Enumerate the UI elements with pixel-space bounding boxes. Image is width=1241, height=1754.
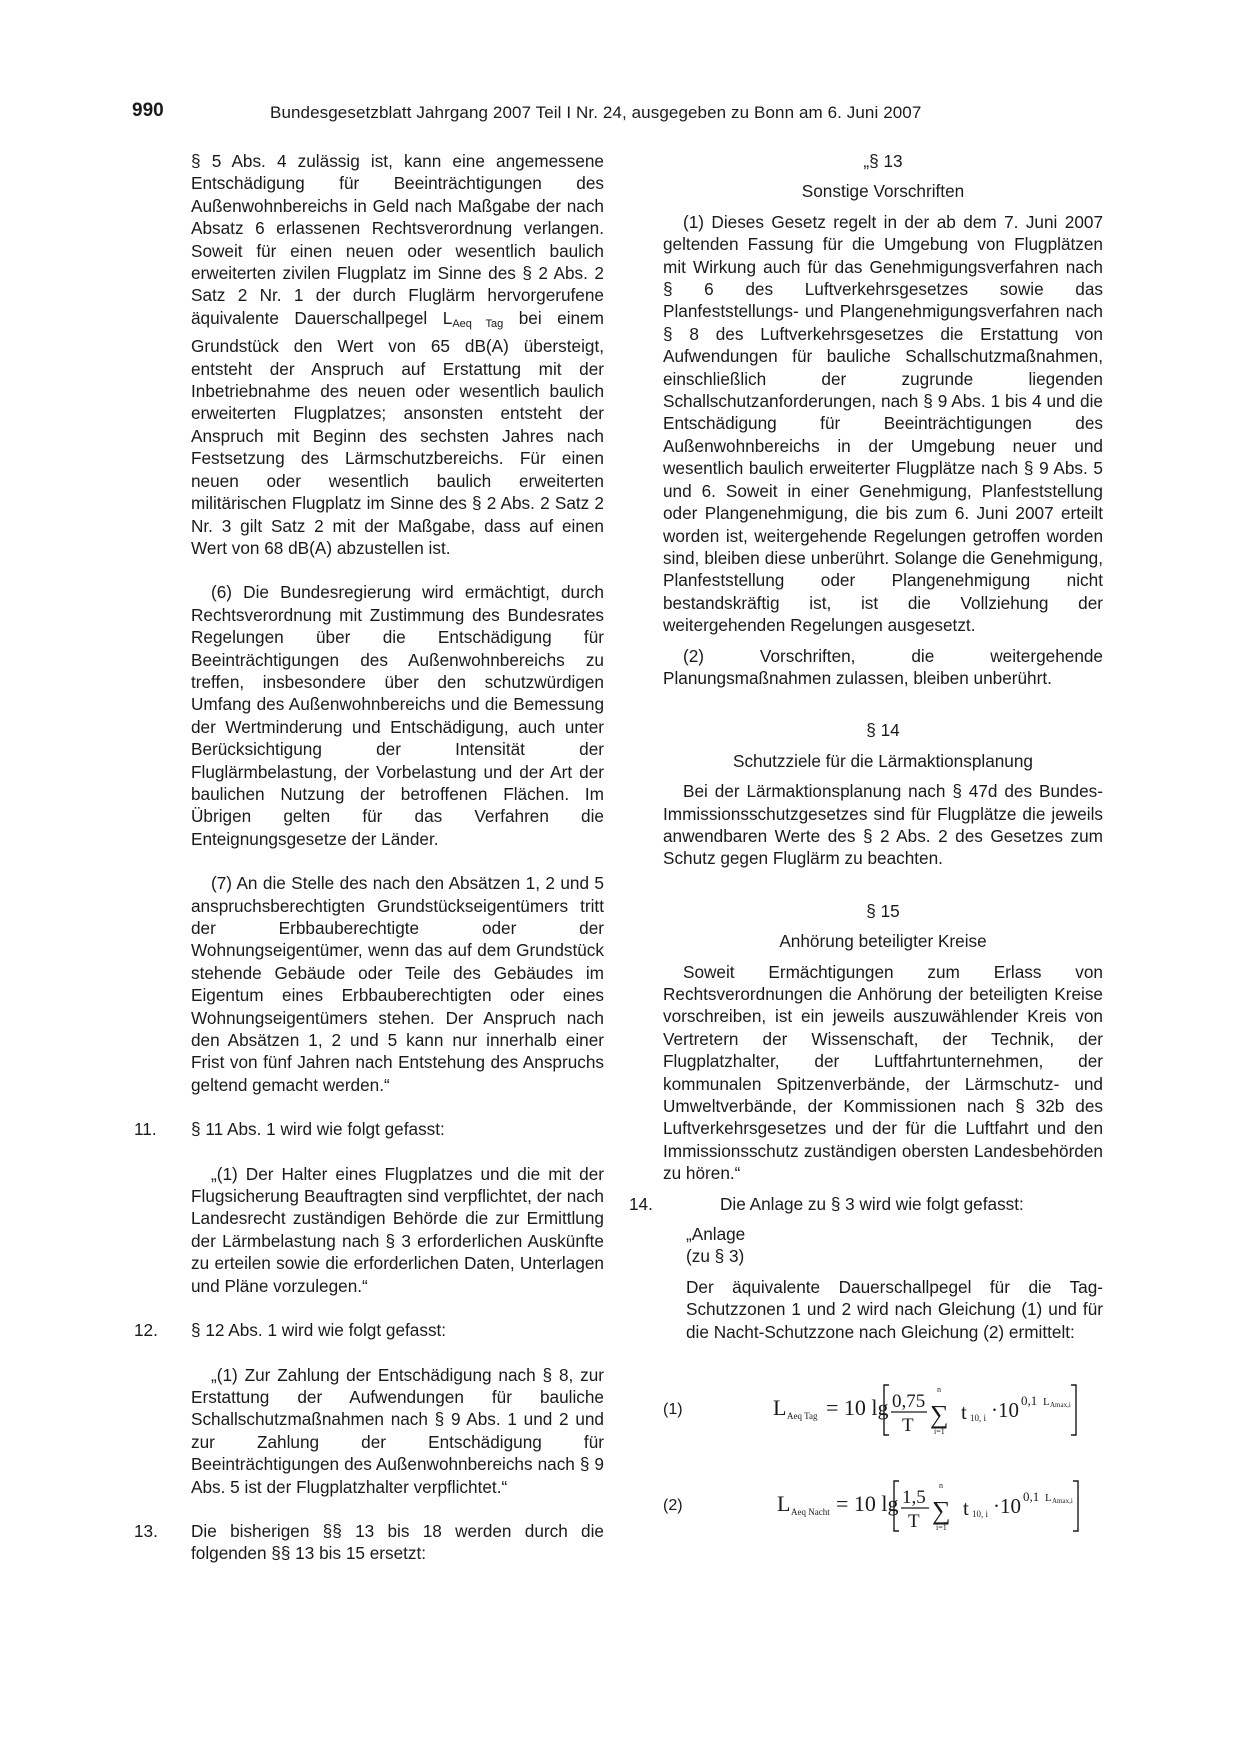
formula-exponent-symbol: L	[1045, 1492, 1052, 1505]
item-text: Die Anlage zu § 3 wird wie folgt gefasst:	[720, 1193, 1024, 1214]
section-14-heading: § 14	[866, 720, 900, 741]
section-14-paragraph: Bei der Lärmaktionsplanung nach § 47d des Bundes-Immissionsschutzgesetzes sind für Flugplätze die jeweils anwendbaren Werte des § 2 Abs. 2 des Gesetzes zum Schutz gegen Fluglärm zu beachten.	[663, 781, 1103, 869]
formula-subscript: Aeq Nacht	[791, 1507, 830, 1518]
formula-1	[663, 1379, 1103, 1441]
formula-graphic	[753, 1379, 1093, 1441]
formula-exponent-symbol: L	[1043, 1396, 1050, 1409]
page-header-title: Bundesgesetzblatt Jahrgang 2007 Teil I Nr. 24, ausgegeben zu Bonn am 6. Juni 2007	[270, 103, 922, 122]
formula-label: (2)	[663, 1497, 683, 1515]
list-item-13	[134, 1520, 604, 1565]
paragraph-5-continuation	[191, 150, 604, 559]
section-13-heading: „§ 13	[863, 151, 903, 171]
item-quote: „(1) Der Halter eines Flugplatzes und die mit der Flugsicherung Beauftragten sind verpflichtet, der nach Landesrecht zuständigen Behörde die zur Ermittlung der Lärmbelastung nach § 3 erforderlichen Auskünfte zu erteilen sowie die erforderlichen Daten, Unterlagen und Pläne vorzulegen.“	[191, 1163, 604, 1296]
item-number: 13.	[134, 1520, 158, 1541]
formula-power-base: ·10	[991, 1398, 1019, 1423]
formula-symbol: L	[777, 1491, 791, 1517]
right-bracket	[1071, 1385, 1076, 1435]
fraction-denominator: T	[908, 1511, 920, 1533]
formula-graphic	[753, 1475, 1093, 1537]
section-15-paragraph: Soweit Ermächtigungen zum Erlass von Rechtsverordnungen die Anhörung der beteiligten Kreise vorschreiben, ist ein jeweils auszuwählender Kreis von Vertretern der Wissenschaft, der Technik, der Flugplatzhalter, der Luftfahrtunternehmen, der kommunalen Spitzenverbände, der Lärmschutz- und Umweltverbände, der Kommissionen nach § 32b des Luftverkehrsgesetzes und der für die Luftfahrt und den Immissionsschutz zuständigen obersten Landesbehörden zu hören.“	[663, 961, 1103, 1184]
formula-subscript: Aeq Tag	[787, 1411, 818, 1422]
formula-exponent: 0,1	[1021, 1393, 1038, 1409]
paragraph-7: (7) An die Stelle des nach den Absätzen 1, 2 und 5 anspruchsberechtigten Grundstückseigentümers tritt der Erbbauberechtigte oder der Wohnungseigentümer, wenn das auf dem Grundstück stehende Gebäude oder Teile des Gebäudes im Eigentum eines Erbbauberechtigten oder eines Wohnungseigentümers stehen. Der Anspruch nach den Absätzen 1, 2 und 5 kann nur innerhalb einer Frist von fünf Jahren nach Entstehung des Anspruchs geltend gemacht werden.“	[191, 873, 604, 1095]
formula-2	[663, 1475, 1103, 1537]
fraction-numerator: 0,75	[892, 1391, 926, 1413]
item-number: 12.	[134, 1320, 158, 1341]
formula-subscript: 10, i	[972, 1509, 989, 1520]
left-column	[134, 150, 604, 1565]
item-text: § 12 Abs. 1 wird wie folgt gefasst:	[191, 1320, 447, 1341]
right-bracket	[1073, 1481, 1078, 1531]
item-number: 11.	[134, 1119, 157, 1140]
section-15-heading: § 15	[866, 900, 900, 921]
section-9-continuation	[134, 150, 604, 1096]
item-quote: „(1) Zur Zahlung der Entschädigung nach § 8, zur Erstattung der Aufwendungen für bauliche Schallschutzmaßnahmen nach § 9 Abs. 1 und 2 und zur Zahlung der Entschädigung für Beeinträchtigungen des Außenwohnbereichs nach § 9 Abs. 5 ist der Flugplatzhalter verpflichtet.“	[191, 1364, 604, 1497]
formula-exponent-subscript: Amax,i	[1050, 1401, 1071, 1410]
sum-lower-limit: i=1	[936, 1523, 947, 1533]
anlage-paragraph: Der äquivalente Dauerschallpegel für die Tag-Schutzzonen 1 und 2 wird nach Gleichung (1) und für die Nacht-Schutzzone nach Gleichung (2) ermittelt:	[686, 1276, 1103, 1342]
fraction-numerator: 1,5	[902, 1487, 926, 1509]
text-run: § 5 Abs. 4 zulässig ist, kann eine angemessene Entschädigung für Beeinträchtigungen des Außenwohnbereichs in Geld nach Maßgabe der nach Absatz 6 erlassenen Rechtsverordnung verlangen. Soweit für einen neuen oder wesentlich baulich erweiterten zivilen Flugplatz im Sinne des § 2 Abs. 2 Satz 2 Nr. 1 der durch Fluglärm hervorgerufene äquivalente Dauerschallpegel L	[191, 151, 604, 328]
formula-operator: = 10 lg	[836, 1491, 899, 1517]
text-run: bei einem Grundstück den Wert von 65 dB(A) übersteigt, entsteht der Anspruch auf Erstattung mit der Inbetriebnahme des neuen oder wesentlich baulich erweiterten Flugplatzes; ansonsten entsteht der Anspruch mit Beginn des sechsten Jahres nach Festsetzung des Lärmschutzbereichs. Für einen neuen oder wesentlich baulich erweiterten militärischen Flugplatz im Sinne des § 2 Abs. 2 Satz 2 Nr. 3 gilt Satz 2 mit der Maßgabe, dass auf einen Wert von 68 dB(A) abzustellen ist.	[191, 307, 604, 558]
list-item-11	[134, 1118, 604, 1297]
formula-label: (1)	[663, 1401, 683, 1419]
formula-symbol: t	[961, 1400, 967, 1425]
sum-lower-limit: i=1	[934, 1427, 945, 1437]
item-text: Die bisherigen §§ 13 bis 18 werden durch die folgenden §§ 13 bis 15 ersetzt:	[191, 1520, 604, 1564]
list-item-14	[629, 1193, 1103, 1343]
list-item-12	[134, 1319, 604, 1498]
formula-subscript: 10, i	[970, 1413, 987, 1424]
subscript: Aeq Tag	[452, 317, 504, 330]
sum-upper-limit: n	[939, 1481, 943, 1491]
anlage-heading: „Anlage	[686, 1224, 746, 1245]
formula-power-base: ·10	[993, 1494, 1021, 1519]
item-number: 14.	[629, 1193, 653, 1214]
section-14-title: Schutzziele für die Lärmaktionsplanung	[732, 750, 1033, 771]
sum-icon: ∑	[932, 1496, 951, 1526]
fraction-denominator: T	[902, 1415, 914, 1437]
sum-upper-limit: n	[937, 1385, 941, 1395]
formula-symbol: L	[773, 1395, 787, 1421]
formula-exponent-subscript: Amax,i	[1052, 1497, 1073, 1506]
item-text: § 11 Abs. 1 wird wie folgt gefasst:	[191, 1119, 445, 1140]
right-column	[629, 150, 1103, 1537]
section-13-title: Sonstige Vorschriften	[801, 181, 965, 202]
section-13-paragraph-2: (2) Vorschriften, die weitergehende Planungsmaßnahmen zulassen, bleiben unberührt.	[663, 645, 1103, 688]
section-15-title: Anhörung beteiligter Kreise	[779, 931, 987, 952]
page-number: 990	[132, 100, 164, 121]
paragraph-6: (6) Die Bundesregierung wird ermächtigt, durch Rechtsverordnung mit Zustimmung des Bundesrates Regelungen über die Entschädigung für Beeinträchtigungen des Außenwohnbereichs zu treffen, insbesondere über den schutzwürdigen Umfang des Außenwohnbereichs und die Bemessung der Wertminderung und Entschädigung, auch unter Berücksichtigung der Intensität der Fluglärmbelastung, der Vorbelastung und der Art der baulichen Nutzung der betroffenen Flächen. Im Übrigen gelten für das Verfahren die Enteignungsgesetze der Länder.	[191, 582, 604, 849]
sum-icon: ∑	[930, 1400, 949, 1430]
section-13-paragraph-1: (1) Dieses Gesetz regelt in der ab dem 7. Juni 2007 geltenden Fassung für die Umgebung von Flugplätzen mit Wirkung auch für das Genehmigungsverfahren nach § 6 des Luftverkehrsgesetzes sowie das Planfeststellungs- und Plangenehmigungsverfahren nach § 8 des Luftverkehrsgesetzes die Erstattung von Aufwendungen für bauliche Schallschutzmaßnahmen, einschließlich der zugrunde liegenden Schallschutzanforderungen, nach § 9 Abs. 1 bis 4 und die Entschädigung für Beeinträchtigungen des Außenwohnbereichs in der Umgebung neuer und wesentlich baulich erweiterter Flugplätze nach § 9 Abs. 5 und 6. Soweit in einer Genehmigung, Planfeststellung oder Plangenehmigung, die bis zum 6. Juni 2007 erteilt worden ist, weitergehende Regelungen getroffen worden sind, bleiben diese unberührt. Solange die Genehmigung, Planfeststellung oder Plangenehmigung nicht bestandskräftig ist, ist die Vollziehung der weitergehenden Regelungen ausgesetzt.	[663, 211, 1103, 636]
formula-operator: = 10 lg	[826, 1395, 889, 1421]
formula-symbol: t	[963, 1496, 969, 1521]
anlage-reference: (zu § 3)	[686, 1246, 745, 1267]
formula-exponent: 0,1	[1023, 1489, 1040, 1505]
